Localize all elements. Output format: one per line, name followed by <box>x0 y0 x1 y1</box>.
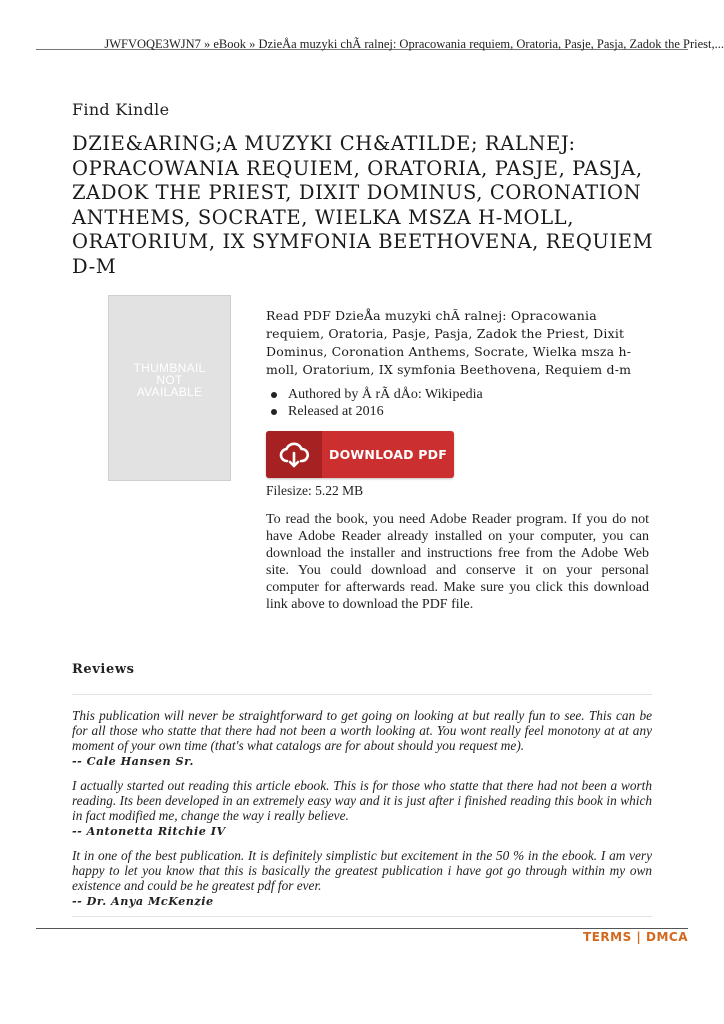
review-author: -- Dr. Anya McKenzie <box>72 893 214 908</box>
section-label: Find Kindle <box>72 100 170 119</box>
thumbnail-line-2: NOT <box>156 373 183 387</box>
download-pdf-button[interactable] <box>266 431 454 478</box>
review-author: -- Cale Hansen Sr. <box>72 753 194 768</box>
book-meta-list <box>266 386 483 420</box>
meta-released <box>266 403 483 420</box>
meta-author <box>266 386 483 403</box>
book-thumbnail <box>108 295 231 481</box>
dmca-link[interactable]: DMCA <box>646 930 688 944</box>
review-text: This publication will never be straightforward to get going on looking at but really fun to see. This can be for all those who statte that there had not been a worth looking at. You wont really feel monotony at at any moment of your own time (that's what catalogs are for about should you request me). <box>72 708 652 754</box>
bullet-icon <box>271 392 277 398</box>
review-author: -- Antonetta Ritchie IV <box>72 823 226 838</box>
reviews-heading: Reviews <box>72 662 135 677</box>
thumbnail-line-1: THUMBNAIL <box>133 361 206 375</box>
footer-links <box>583 930 688 944</box>
review-text: It in one of the best publication. It is definitely simplistic but excitement in the 50 % in the ebook. I am very happy to let you know that this is basically the greatest publication i have got go through within my own existence and could be he greatest pdf for ever. <box>72 848 652 894</box>
breadcrumb: JWFVOQE3WJN7 » eBook » DzieÅa muzyki chÃ ralnej: Opracowania requiem, Oratoria, Pasje, Pasja, Zadok the Priest,... <box>104 37 724 51</box>
bullet-icon <box>271 409 277 415</box>
terms-link[interactable]: TERMS <box>583 930 632 944</box>
thumbnail-line-3: AVAILABLE <box>136 385 203 399</box>
page-title: DZIE&ARING;A MUZYKI CH&ATILDE; RALNEJ: OPRACOWANIA REQUIEM, ORATORIA, PASJE, PASJA, ZADOK THE PRIEST, DIXIT DOMINUS, CORONATION ANTHEMS, SOCRATE, WIELKA MSZA H-MOLL, ORATORIUM, IX SYMFONIA BEETHOVENA, REQUIEM D-M <box>72 132 654 278</box>
book-read-title: Read PDF DzieÅa muzyki chÃ ralnej: Opracowania requiem, Oratoria, Pasje, Pasja, Zadok the Priest, Dixit Dominus, Coronation Anthems, Socrate, Wielka msza h-moll, Oratorium, IX symfonia Beethovena, Requiem d-m <box>266 308 632 377</box>
review-item <box>72 778 652 839</box>
download-pdf-label: DOWNLOAD PDF <box>329 447 447 462</box>
review-text: I actually started out reading this article ebook. This is for those who statte that there had not been a worth reading. Its been developed in an extremely easy way and it is just after i finished reading this book in which in fact modified me, change the way i really believe. <box>72 778 652 824</box>
book-description: To read the book, you need Adobe Reader program. If you do not have Adobe Reader already installed on your computer, you can download the installer and instructions free from the Adobe Web site. You could download and conserve it on your personal computer for afterwards read. Make sure you click this download link above to download the PDF file. <box>266 512 649 612</box>
footer-rule <box>36 928 688 929</box>
review-item <box>72 848 652 909</box>
reviews-bottom-divider <box>72 916 652 917</box>
released-text: Released at 2016 <box>288 404 384 419</box>
author-text: Authored by Å rÃ dÅo: Wikipedia <box>288 387 483 402</box>
thumbnail-placeholder-text <box>109 362 230 398</box>
file-size: Filesize: 5.22 MB <box>266 483 364 498</box>
cloud-download-icon <box>266 431 322 478</box>
footer-separator: | <box>636 930 642 944</box>
review-item <box>72 708 652 769</box>
reviews-divider <box>72 694 652 695</box>
